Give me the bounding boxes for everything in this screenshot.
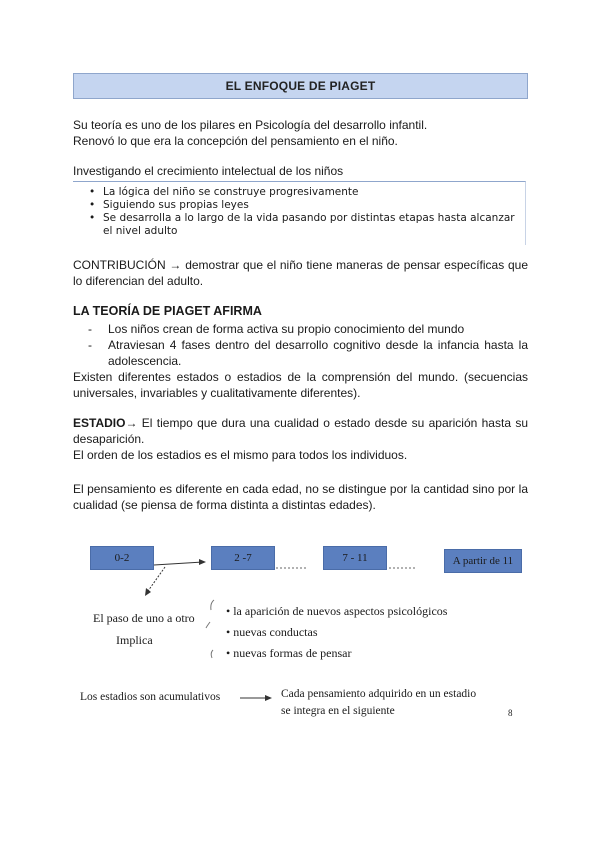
- pensamiento-text: El pensamiento es diferente en cada edad, no se distingue por la cantidad sino por la cualidad (se piensa de forma distinta a distintas edades).: [73, 482, 528, 512]
- implica-item-text: nuevas conductas: [233, 625, 318, 639]
- arrow-icon: [240, 695, 272, 701]
- dash-marker: -: [88, 338, 92, 352]
- stage-box-11-plus: A partir de 11: [444, 549, 522, 573]
- contribucion-text: CONTRIBUCIÓN → demostrar que el niño tiene maneras de pensar específicas que lo diferencian del adulto.: [73, 258, 528, 288]
- page-number: 8: [508, 708, 513, 718]
- arrow-icon: [154, 559, 206, 565]
- teoria-item-text: Los niños crean de forma activa su propio conocimiento del mundo: [108, 322, 465, 336]
- brace-icon: [206, 600, 214, 658]
- implica-text: Implica: [116, 633, 153, 647]
- implica-item-text: nuevas formas de pensar: [233, 646, 352, 660]
- implica-item-text: la aparición de nuevos aspectos psicológicos: [233, 604, 448, 618]
- acumulativos-text: Los estadios son acumulativos: [80, 691, 221, 703]
- bullet-item: • La lógica del niño se construye progresivamente: [89, 186, 525, 199]
- section-title: EL ENFOQUE DE PIAGET: [73, 73, 528, 99]
- teoria-summary: Existen diferentes estados o estadios de la comprensión del mundo. (secuencias universales, invariables y cualitativamente diferentes).: [73, 370, 528, 400]
- paso-text: El paso de uno a otro: [93, 611, 195, 625]
- intro-line-1: Su teoría es uno de los pilares en Psicología del desarrollo infantil.: [73, 118, 428, 132]
- estadio-order: El orden de los estadios es el mismo para todos los individuos.: [73, 448, 408, 462]
- bullet-item: • Siguiendo sus propias leyes: [89, 199, 525, 212]
- arrow-icon: [145, 567, 165, 596]
- estadio-definition: → El tiempo que dura una cualidad o estado desde su aparición hasta su desaparición.: [73, 416, 528, 446]
- investigando-label: Investigando el crecimiento intelectual de los niños: [73, 164, 344, 178]
- implica-list: [226, 601, 447, 664]
- teoria-heading: LA TEORÍA DE PIAGET AFIRMA: [73, 304, 262, 318]
- estadio-term: ESTADIO: [73, 416, 126, 430]
- bullet-item: • Se desarrolla a lo largo de la vida pasando por distintas etapas hasta alcanzar el nivel adulto: [89, 212, 525, 238]
- cada-line-2: se integra en el siguiente: [281, 705, 395, 717]
- teoria-item-text: Atraviesan 4 fases dentro del desarrollo cognitivo desde la infancia hasta la adolescencia.: [108, 338, 528, 368]
- implica-item: • la aparición de nuevos aspectos psicológicos: [226, 604, 448, 618]
- implica-item: • nuevas formas de pensar: [226, 646, 352, 660]
- stage-box-2-7: 2 -7: [211, 546, 275, 570]
- dash-marker: -: [88, 322, 92, 336]
- cada-line-1: Cada pensamiento adquirido en un estadio: [281, 688, 477, 700]
- implica-item: • nuevas conductas: [226, 625, 318, 639]
- intro-line-2: Renovó lo que era la concepción del pensamiento en el niño.: [73, 134, 398, 148]
- stage-box-0-2: 0-2: [90, 546, 154, 570]
- stage-box-7-11: 7 - 11: [323, 546, 387, 570]
